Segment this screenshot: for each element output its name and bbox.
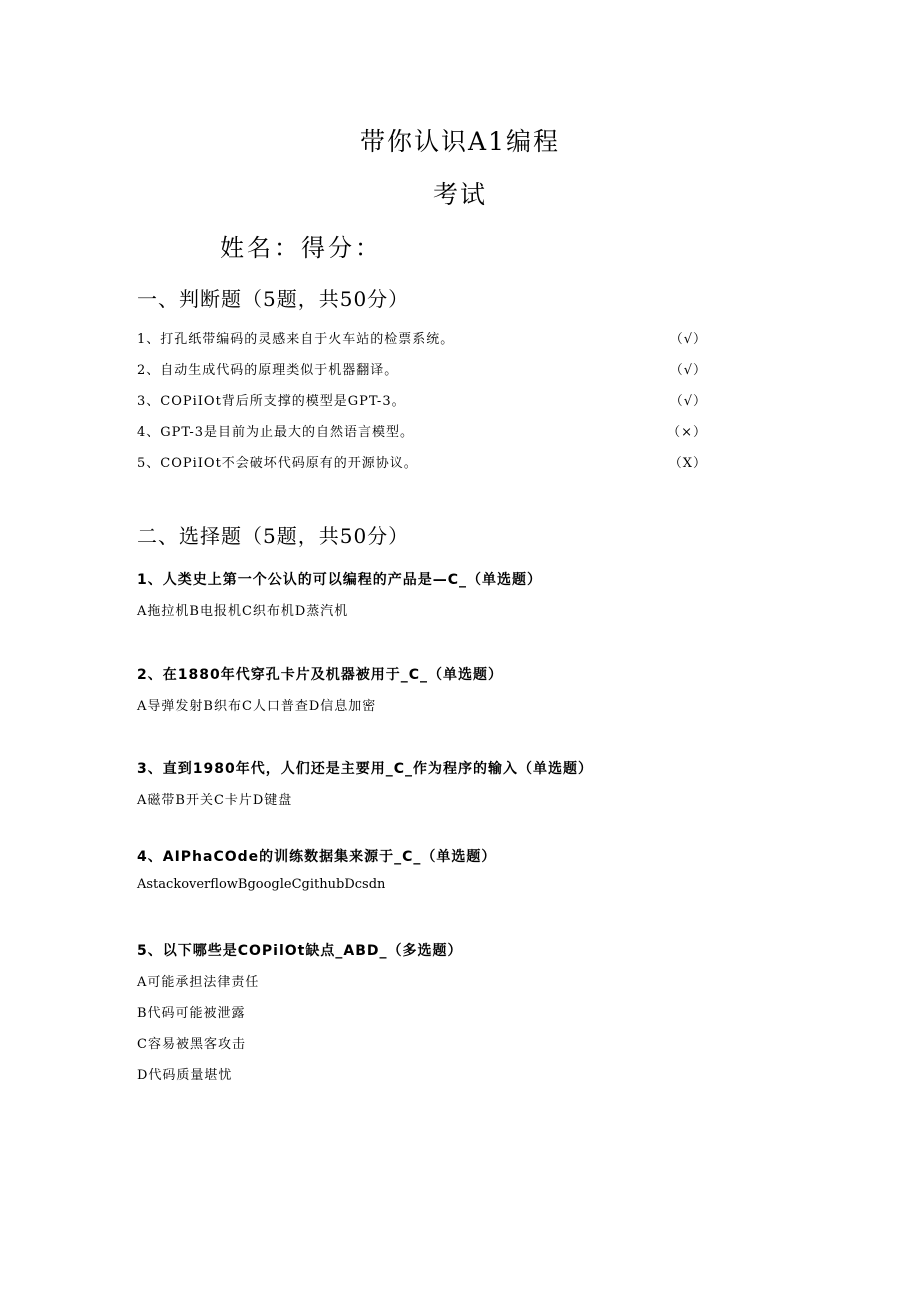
- tf-answer: （√）: [669, 394, 707, 409]
- mc-option-5b: B代码可能被泄露: [137, 1006, 246, 1021]
- list-item: [137, 362, 707, 393]
- mc-option-5a: A可能承担法律责任: [137, 975, 260, 990]
- mc-question-3: 3、直到1980年代，人们还是主要用_C_作为程序的输入（单选题）: [137, 761, 593, 777]
- mc-options-3: A磁带B开关C卡片D键盘: [137, 793, 293, 808]
- tf-question: 4、GPT-3是目前为止最大的自然语言模型。: [137, 425, 415, 440]
- list-item: [137, 455, 707, 486]
- page-title: 带你认识A1编程: [360, 127, 560, 156]
- mc-options-2: A导弹发射B织布C人口普查D信息加密: [137, 699, 377, 714]
- tf-answer: （X）: [668, 456, 707, 471]
- tf-answer: （√）: [669, 363, 707, 378]
- tf-question: 1、打孔纸带编码的灵感来自于火车站的检票系统。: [137, 332, 455, 347]
- mc-question-5: 5、以下哪些是COPilOt缺点_ABD_（多选题）: [137, 943, 463, 959]
- section-multiple-choice-heading: 二、选择题（5题，共50分）: [137, 524, 410, 548]
- tf-question: 5、COPiIOt不会破坏代码原有的开源协议。: [137, 456, 418, 471]
- section-true-false-heading: 一、判断题（5题，共50分）: [137, 287, 410, 311]
- list-item: [137, 393, 707, 424]
- tf-question: 3、COPiIOt背后所支撑的模型是GPT-3。: [137, 394, 406, 409]
- mc-question-1: 1、人类史上第一个公认的可以编程的产品是—C_（单选题）: [137, 572, 543, 588]
- tf-answer: （×）: [667, 425, 707, 440]
- mc-options-1: A拖拉机B电报机C织布机D蒸汽机: [137, 604, 349, 619]
- page-subtitle: 考试: [432, 180, 487, 209]
- mc-option-5d: D代码质量堪忧: [137, 1068, 233, 1083]
- mc-question-4: 4、AIPhaCOde的训练数据集来源于_C_（单选题）: [137, 849, 497, 865]
- mc-question-2: 2、在1880年代穿孔卡片及机器被用于_C_（单选题）: [137, 667, 503, 683]
- tf-question: 2、自动生成代码的原理类似于机器翻译。: [137, 363, 399, 378]
- mc-option-5c: C容易被黑客攻击: [137, 1037, 246, 1052]
- list-item: [137, 424, 707, 455]
- true-false-list: [137, 331, 707, 486]
- tf-answer: （√）: [669, 332, 707, 347]
- name-score-line: 姓名：得分：: [220, 234, 382, 262]
- list-item: [137, 331, 707, 362]
- mc-options-4: AstackoverflowBgoogleCgithubDcsdn: [137, 877, 386, 892]
